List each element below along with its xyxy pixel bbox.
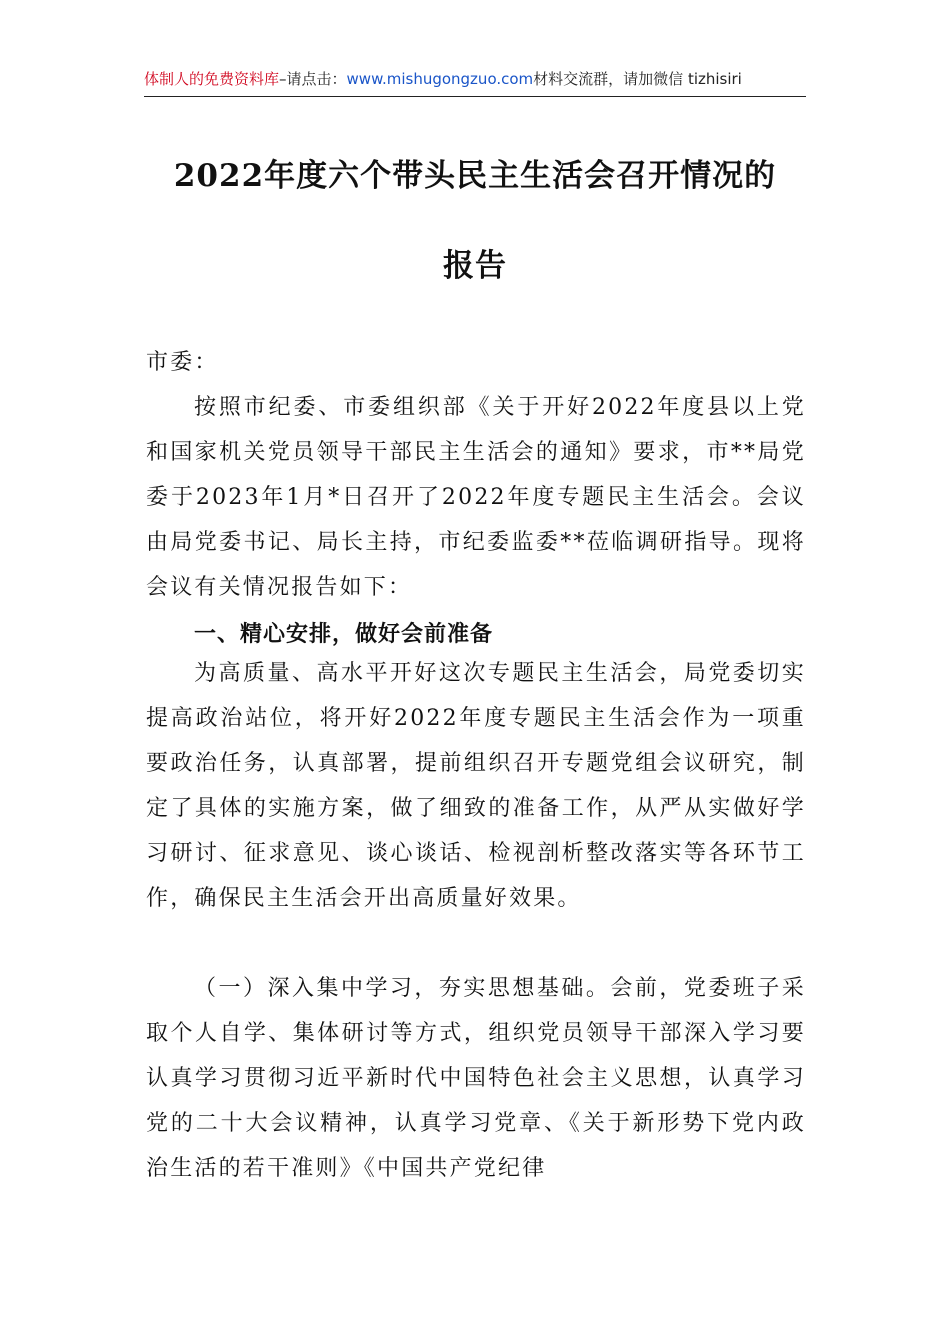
header-url-link[interactable]: www.mishugongzuo.com <box>346 70 534 88</box>
header-note: 材料交流群，请加微信 tizhisiri <box>533 70 742 88</box>
section-heading-1: 一、精心安排，做好会前准备 <box>194 621 494 647</box>
header-brand[interactable]: 体制人的免费资料库 <box>144 70 280 88</box>
paragraph-study: （一）深入集中学习，夯实思想基础。会前，党委班子采取个人自学、集体研讨等方式，组织党员领导干部深入学习要认真学习贯彻习近平新时代中国特色社会主义思想，认真学习党的二十大会议精神，认真学习党章、《关于新形势下党内政治生活的若干准则》《中国共产党纪律 <box>146 976 806 1181</box>
watermark-header <box>144 66 806 97</box>
document-title-line1: 2022年度六个带头民主生活会召开情况的 <box>173 158 777 194</box>
header-prompt: –请点击： <box>279 70 347 88</box>
document-title-line2: 报告 <box>443 248 507 284</box>
paragraph-preparation: 为高质量、高水平开好这次专题民主生活会，局党委切实提高政治站位，将开好2022年度专题民主生活会作为一项重要政治任务，认真部署，提前组织召开专题党组会议研究，制定了具体的实施方案，做了细致的准备工作，从严从实做好学习研讨、征求意见、谈心谈话、检视剖析整改落实等各环节工作，确保民主生活会开出高质量好效果。 <box>146 661 806 911</box>
salutation: 市委： <box>146 350 219 375</box>
paragraph-intro: 按照市纪委、市委组织部《关于开好2022年度县以上党和国家机关党员领导干部民主生活会的通知》要求，市**局党委于2023年1月*日召开了2022年度专题民主生活会。会议由局党委书记、局长主持，市纪委监委**莅临调研指导。现将会议有关情况报告如下： <box>146 395 806 600</box>
